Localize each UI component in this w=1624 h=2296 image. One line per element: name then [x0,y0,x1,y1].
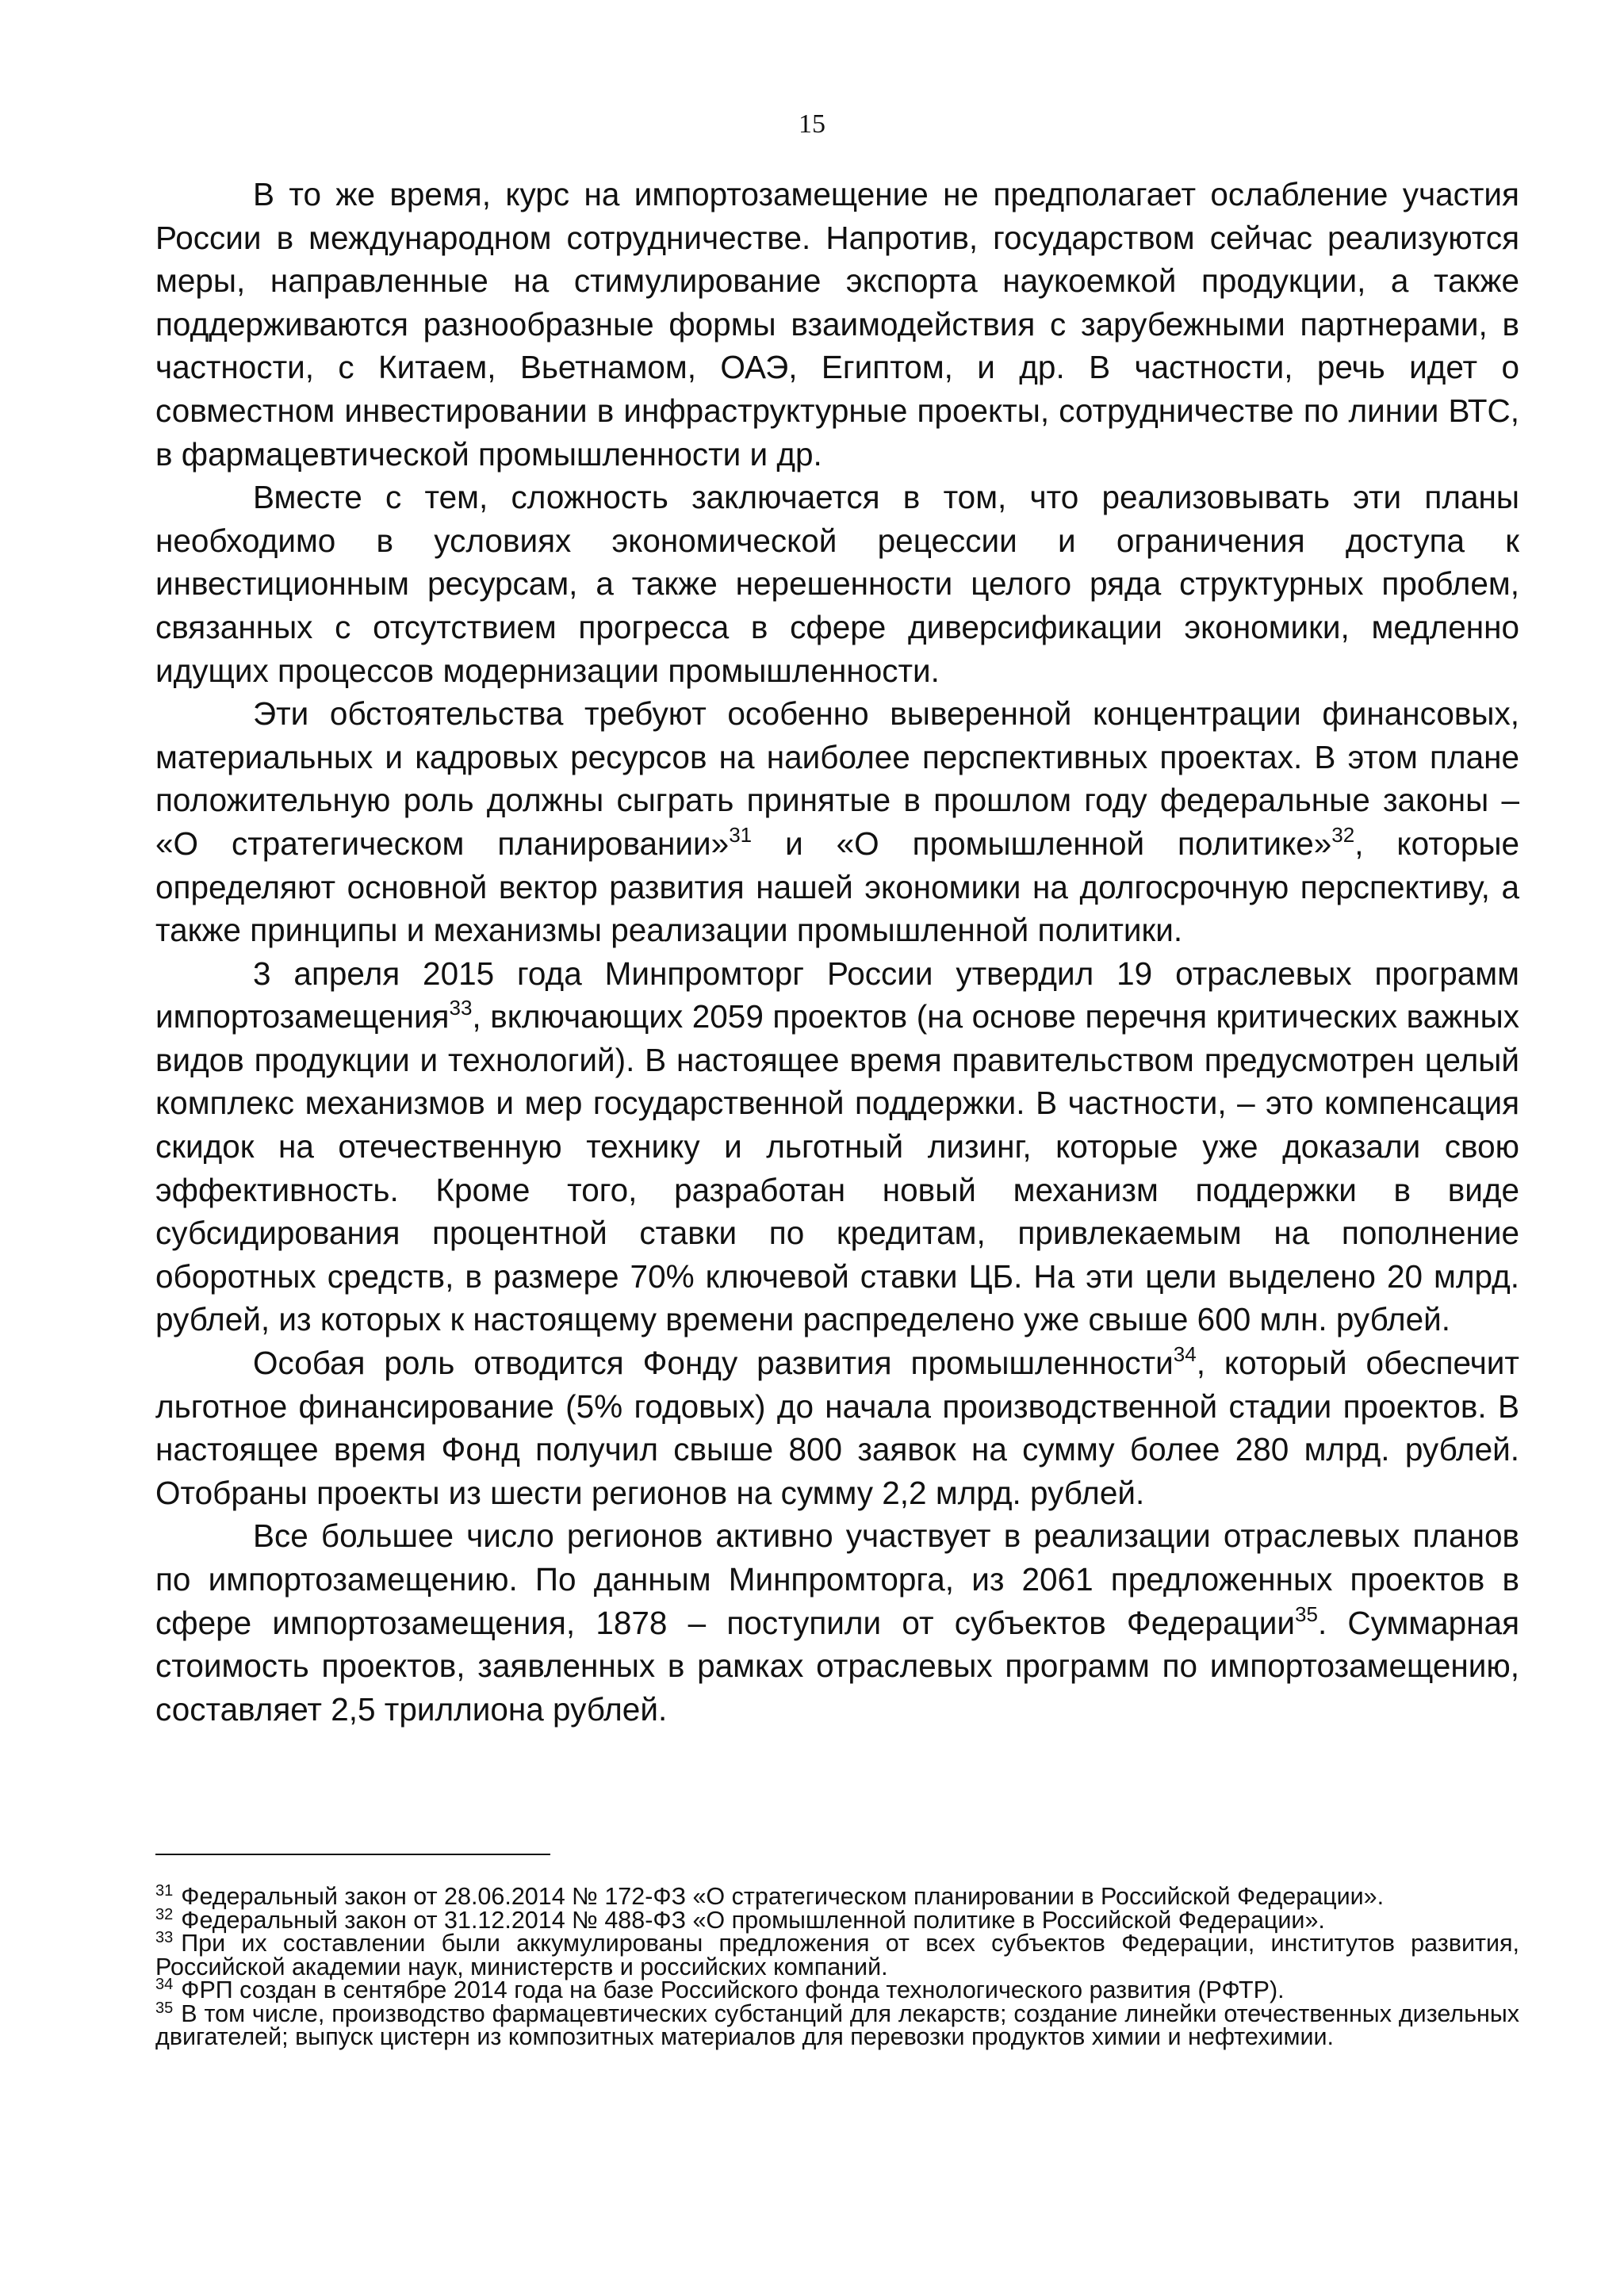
footnote-text: ФРП создан в сентябре 2014 года на базе Российского фонда технологического развития (РФТР). [181,1976,1285,2003]
paragraph-2 [155,476,1519,692]
footnote-text: В том числе, производство фармацевтических субстанций для лекарств; создание линейки отечественных дизельных двигателей; выпуск цистерн из композитных материалов для перевозки продуктов химии и нефтехимии. [155,1999,1519,2050]
paragraph-text: Особая роль отводится Фонду развития промышленности [253,1345,1174,1382]
document-body [155,173,1519,1731]
paragraph-text: Вместе с тем, сложность заключается в том, что реализовывать эти планы необходимо в условиях экономической рецессии и ограничения доступа к инвестиционным ресурсам, а также нерешенности целого ряда структурных проблем, связанных с отсутствием прогресса в сфере диверсификации экономики, медленно идущих процессов модернизации промышленности. [155,479,1519,689]
footnote-ref-34[interactable]: 34 [1173,1342,1197,1367]
footnote-ref-35[interactable]: 35 [1295,1601,1318,1626]
paragraph-text: , включающих 2059 проектов (на основе перечня критических важных видов продукции и технологий). В настоящее время правительством предусмотрен целый комплекс механизмов и мер государственной поддержки. В частности, – это компенсация скидок на отечественную технику и льготный лизинг, которые уже доказали свою эффективность. Кроме того, разработан новый механизм поддержки в виде субсидирования процентной ставки по кредитам, привлекаемым на пополнение оборотных средств, в размере 70% ключевой ставки ЦБ. На эти цели выделено 20 млрд. рублей, из которых к настоящему времени распределено уже свыше 600 млн. рублей. [155,998,1519,1338]
footnote-31 [155,1882,1519,1910]
paragraph-6 [155,1514,1519,1731]
footnote-ref-31[interactable]: 31 [729,822,753,847]
paragraph-text: . Суммарная стоимость проектов, заявленных в рамках отраслевых программ по импортозамещению, составляет 2,5 триллиона рублей. [155,1604,1520,1728]
paragraph-5 [155,1341,1519,1514]
footnote-number: 31 [155,1882,174,1900]
footnote-number: 32 [155,1905,174,1923]
paragraph-3 [155,692,1519,952]
paragraph-1 [155,173,1519,476]
footnote-32 [155,1905,1519,1934]
footnote-ref-33[interactable]: 33 [449,996,473,1020]
footnote-text: Федеральный закон от 31.12.2014 № 488-ФЗ «О промышленной политике в Российской Федерации». [181,1906,1325,1934]
paragraph-4 [155,952,1519,1341]
footnote-text: Федеральный закон от 28.06.2014 № 172-ФЗ «О стратегическом планировании в Российской Федерации». [181,1883,1385,1910]
footnote-33 [155,1929,1519,1980]
footnote-number: 33 [155,1929,174,1946]
page-number: 15 [799,109,825,139]
paragraph-text: Эти обстоятельства требуют особенно выверенной концентрации финансовых, материальных и кадровых ресурсов на наиболее перспективных проектах. В этом плане положительную роль должны сыграть принятые в прошлом году федеральные законы – «О стратегическом планировании» [155,695,1519,862]
footnote-separator [155,1854,550,1855]
paragraph-text: , который обеспечит льготное финансирование (5% годовых) до начала производственной стадии проектов. В настоящее время Фонд получил свыше 800 заявок на сумму более 280 млрд. рублей. Отобраны проекты из шести регионов на сумму 2,2 млрд. рублей. [155,1345,1519,1511]
paragraph-text: Все большее число регионов активно участвует в реализации отраслевых планов по импортозамещению. По данным Минпромторга, из 2061 предложенных проектов в сфере импортозамещения, 1878 – поступили от субъектов Федерации [155,1517,1519,1641]
footnote-number: 35 [155,1999,174,2017]
footnotes [155,1882,1519,2050]
paragraph-text: В то же время, курс на импортозамещение не предполагает ослабление участия России в международном сотрудничестве. Напротив, государством сейчас реализуются меры, направленные на стимулирование экспорта наукоемкой продукции, а также поддерживаются разнообразные формы взаимодействия с зарубежными партнерами, в частности, с Китаем, Вьетнамом, ОАЭ, Египтом, и др. В частности, речь идет о совместном инвестировании в инфраструктурные проекты, сотрудничестве по линии ВТС, в фармацевтической промышленности и др. [155,176,1519,473]
footnote-ref-32[interactable]: 32 [1331,822,1355,847]
footnote-35 [155,1999,1519,2050]
footnote-34 [155,1976,1519,2003]
footnote-text: При их составлении были аккумулированы предложения от всех субъектов Федерации, институтов развития, Российской академии наук, министерств и российских компаний. [155,1930,1519,1980]
paragraph-text: и «О промышленной политике» [752,825,1332,862]
footnote-number: 34 [155,1976,174,1993]
paragraph-text: 3 апреля 2015 года Минпромторг России утвердил 19 отраслевых программ импортозамещения [155,955,1519,1035]
paragraph-text: , которые определяют основной вектор развития нашей экономики на долгосрочную перспективу, а также принципы и механизмы реализации промышленной политики. [155,825,1519,949]
